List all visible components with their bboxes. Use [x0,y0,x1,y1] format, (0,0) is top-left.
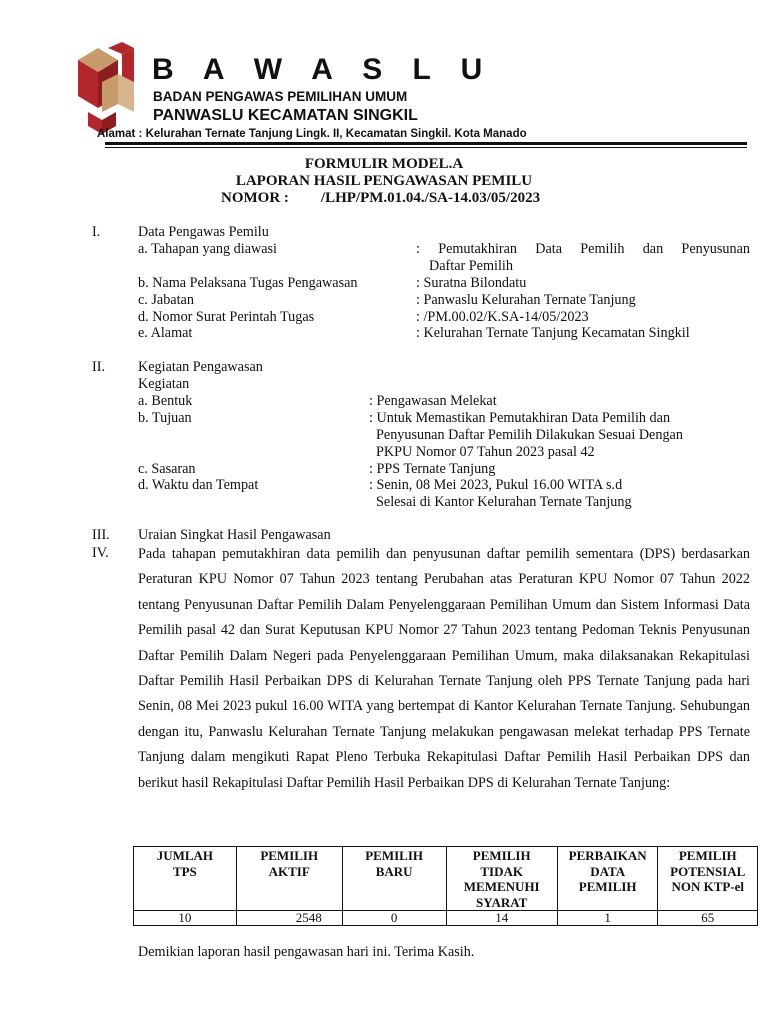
section-2-subheading: Kegiatan [138,376,190,392]
s2-item-value: : Pengawasan Melekat [369,393,497,409]
table-cell: 10 [134,911,237,926]
org-name: B A W A S L U [152,53,494,86]
s2-item-value-cont: Penyusunan Daftar Pemilih Dilakukan Sesuai Dengan [376,427,683,443]
table-row [134,911,758,926]
letterhead-rule-thin [105,147,747,148]
s2-item-value: : Untuk Memastikan Pemutakhiran Data Pemilih dan [369,410,671,426]
section-3-heading: Uraian Singkat Hasil Pengawasan [138,527,331,543]
col-header-potensial: PEMILIH POTENSIAL NON KTP-el [658,847,758,911]
report-number-value: /LHP/PM.01.04./SA-14.03/05/2023 [320,190,541,206]
section-1-number: I. [92,224,101,240]
col-header-tms: PEMILIH TIDAK MEMENUHI SYARAT [446,847,557,911]
section-3-number: III. [92,527,110,543]
table-cell: 1 [557,911,658,926]
s2-item-label: c. Sasaran [138,461,196,477]
s2-item-value-cont: PKPU Nomor 07 Tahun 2023 pasal 42 [376,444,595,460]
s1-item-label: e. Alamat [138,325,193,341]
table-cell: 0 [342,911,446,926]
section-2-number: II. [92,359,105,375]
s1-item-value: : Panwaslu Kelurahan Ternate Tanjung [416,292,636,308]
s1-item-label: a. Tahapan yang diawasi [138,241,277,257]
s2-item-label: b. Tujuan [138,410,192,426]
section-2-heading: Kegiatan Pengawasan [138,359,263,375]
s1-item-value: : /PM.00.02/K.SA-14/05/2023 [416,309,589,325]
s2-item-value-cont: Selesai di Kantor Kelurahan Ternate Tanjung [376,494,632,510]
form-title: FORMULIR MODEL.A [304,156,464,172]
col-header-perbaikan: PERBAIKAN DATA PEMILIH [557,847,658,911]
s1-item-label: d. Nomor Surat Perintah Tugas [138,309,315,325]
col-header-jumlah-tps: JUMLAH TPS [134,847,237,911]
letterhead-rule-thick [105,142,747,145]
col-header-pemilih-baru: PEMILIH BARU [342,847,446,911]
section-4-paragraph: Pada tahapan pemutakhiran data pemilih dan penyusunan daftar pemilih sementara (DPS) berdasarkan Peraturan KPU Nomor 07 Tahun 2023 tentang Perubahan atas Peraturan KPU Nomor 07 Tahun 2022 tentang Penyusunan Daftar Pemilih Dalam Penyelenggaraan Pemilihan Umum dan Sistem Informasi Data Pemilih pasal 42 dan Surat Keputusan KPU Nomor 27 Tahun 2023 tentang Pedoman Teknis Penyusunan Daftar Pemilih Dalam Negeri pada Penyelenggaraan Pemilihan Umum, maka dilaksanakan Rekapitulasi Daftar Pemilih Hasil Perbaikan DPS di Kelurahan Ternate Tanjung oleh PPS Ternate Tanjung pada hari Senin, 08 Mei 2023 pukul 16.00 WITA yang bertempat di Kantor Kelurahan Ternate Tanjung. Sehubungan dengan itu, Panwaslu Kelurahan Ternate Tanjung melakukan pengawasan melekat terhadap PPS Ternate Tanjung dalam mengikuti Rapat Pleno Terbuka Rekapitulasi Daftar Pemilih Hasil Perbaikan DPS dan berikut hasil Rekapitulasi Daftar Pemilih Hasil Perbaikan DPS di Kelurahan Ternate Tanjung: [138,546,750,791]
s1-item-value: : Kelurahan Ternate Tanjung Kecamatan Singkil [416,325,690,341]
s1-item-value-cont: Daftar Pemilih [429,258,513,274]
table-cell: 14 [446,911,557,926]
report-number [221,190,540,207]
bawaslu-logo [78,42,146,134]
report-title: LAPORAN HASIL PENGAWASAN PEMILU [235,173,533,189]
col-header-pemilih-aktif: PEMILIH AKTIF [236,847,342,911]
table-header-row [134,847,758,911]
report-number-label: NOMOR : [221,190,289,206]
dps-recap-table [133,846,758,926]
s1-item-value: : Suratna Bilondatu [416,275,527,291]
table-cell: 2548 [236,911,342,926]
org-full-name: BADAN PENGAWAS PEMILIHAN UMUM [153,89,408,104]
section-4-number: IV. [92,545,109,561]
table-cell: 65 [658,911,758,926]
s1-item-value: : Pemutakhiran Data Pemilih dan Penyusunan [416,241,750,257]
s1-item-label: c. Jabatan [138,292,194,308]
s2-item-value: : Senin, 08 Mei 2023, Pukul 16.00 WITA s.d [369,477,623,493]
s2-item-value: : PPS Ternate Tanjung [369,461,496,477]
closing-text: Demikian laporan hasil pengawasan hari ini. Terima Kasih. [138,944,475,960]
org-unit: PANWASLU KECAMATAN SINGKIL [153,107,418,124]
s1-item-label: b. Nama Pelaksana Tugas Pengawasan [138,275,358,291]
s2-item-label: a. Bentuk [138,393,193,409]
s2-item-label: d. Waktu dan Tempat [138,477,259,493]
section-1-heading: Data Pengawas Pemilu [138,224,269,240]
org-address: Alamat : Kelurahan Ternate Tanjung Lingk. II, Kecamatan Singkil. Kota Manado [97,128,527,140]
